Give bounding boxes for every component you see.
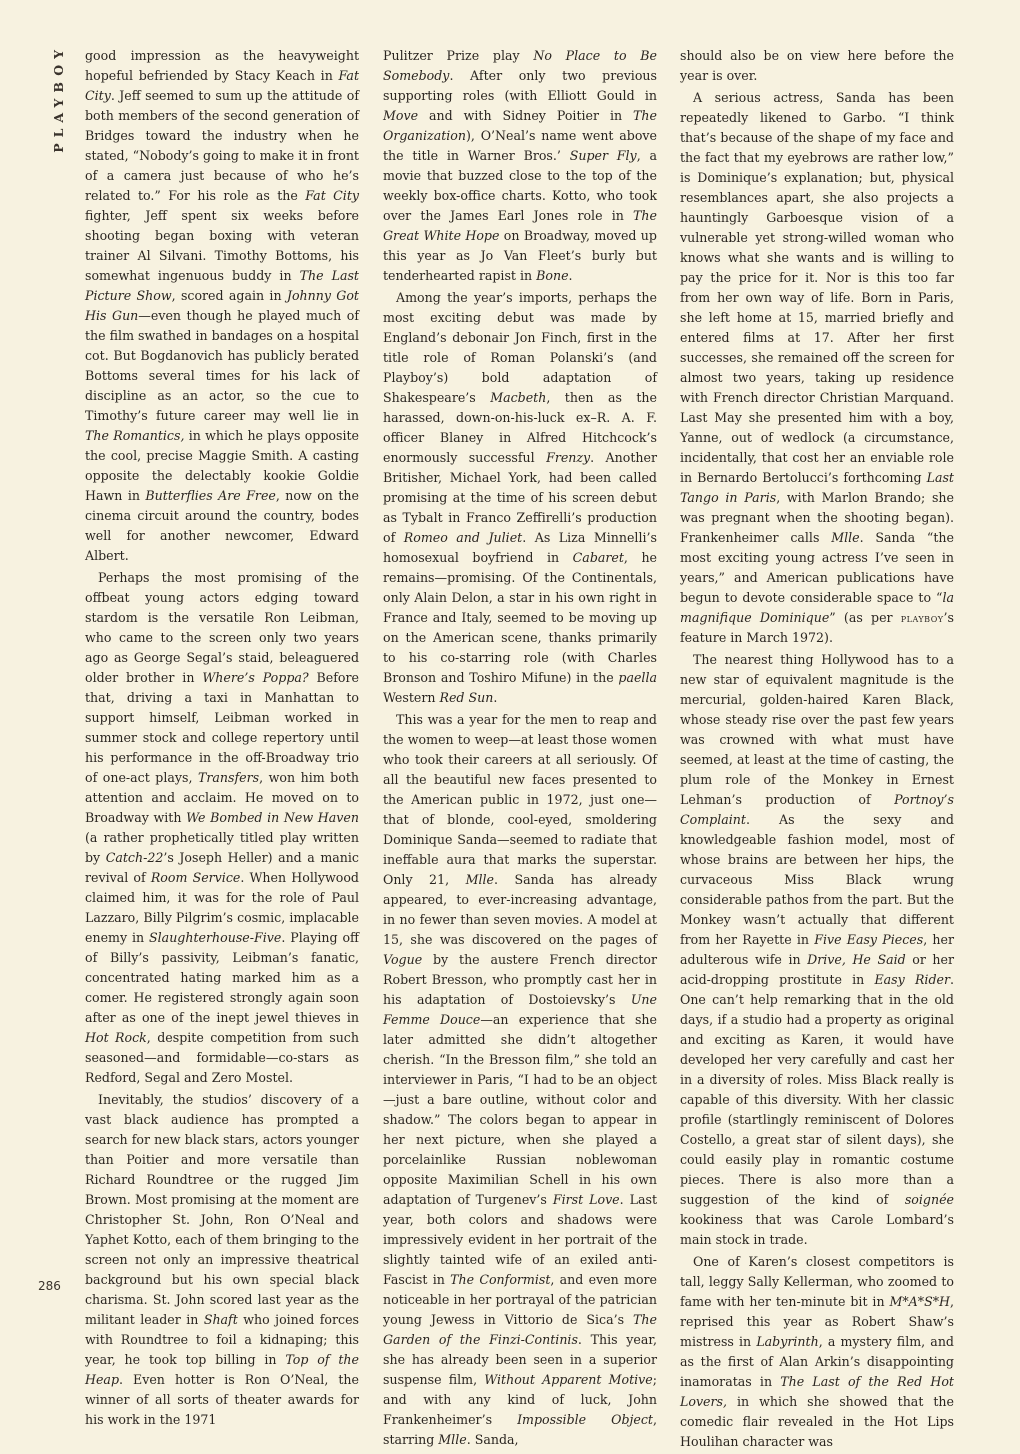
italic-title: Bone (536, 268, 569, 283)
text-run: , with Marlon Brando; she was pregnant when the shooting began). Frankenheimer calls (680, 490, 954, 545)
italic-title: Vogue (383, 952, 423, 967)
italic-title: Where’s Poppa? (202, 670, 309, 685)
italic-title: Last Tango in Paris (680, 470, 954, 505)
text-run: . Another Britisher, Michael York, had been called promising at the time of his screen debut as Tybalt in Franco Zeffirelli’s production of (383, 450, 657, 545)
italic-title: Easy Rider (874, 972, 950, 987)
italic-title: Johnny Got His Gun (85, 288, 359, 323)
text-run: , her adulterous wife in (680, 932, 954, 967)
italic-title: Super Fly (569, 148, 637, 163)
text-run: , then as the harassed, down-on-his-luck ex–R. A. F. officer Blaney in Alfred Hitchcock’s enormously successful (383, 390, 657, 465)
text-run: kookiness that was Carole Lombard’s main stock in trade. (680, 1212, 954, 1247)
italic-title: Move (383, 108, 419, 123)
text-run: , a mystery film, and as the first of Alan Arkin’s disappointing inamoratas in (680, 1334, 954, 1389)
text-run: , and even more noticeable in her portrayal of the patrician young Jewess in Vittorio de Sica’s (383, 1272, 657, 1327)
text-run: One of Karen’s closest competitors is tall, leggy Sally Kellerman, who zoomed to fame with her ten-minute bit in (680, 1254, 954, 1309)
text-run: ’s Joseph Heller) and a manic revival of (85, 850, 359, 885)
text-run: . As Liza Minnelli’s homosexual boyfriend in (383, 530, 657, 565)
italic-title: Shaft (203, 1312, 238, 1327)
paragraph (680, 1252, 954, 1452)
italic-title: Fat City (85, 68, 359, 103)
italic-title: The Great White Hope (383, 208, 657, 243)
italic-title: Cabaret (572, 550, 624, 565)
text-run: . (493, 690, 498, 705)
italic-title: Drive, He Said (807, 952, 906, 967)
italic-title: The Last of the Red Hot Lovers, (680, 1374, 954, 1409)
italic-title: Portnoy’s Complaint (680, 792, 954, 827)
text-run: Perhaps the most promising of the offbeat young actors edging toward stardom is the versatile Ron Leibman, who came to the screen only two years ago as George Segal’s staid, beleaguered older brother in (85, 570, 359, 685)
text-run: should also be on view here before the year is over. (680, 48, 954, 83)
text-column-1 (85, 46, 359, 1432)
italic-title: soignée (904, 1192, 954, 1207)
page-number: 286 (38, 1279, 61, 1293)
italic-title: Slaughterhouse-Five (149, 930, 282, 945)
paragraph (680, 88, 954, 648)
text-run: in which he plays opposite the cool, precise Maggie Smith. A casting opposite the delectably kookie Goldie Hawn in (85, 428, 359, 503)
text-run: playboy (900, 611, 944, 625)
italic-title: Hot Rock (85, 1030, 147, 1045)
text-run: and with Sidney Poitier in (418, 108, 634, 123)
italic-title: Macbeth (490, 390, 547, 405)
text-run: . Sanda “the most exciting young actress I’ve seen in years,” and American publications have begun to devote considerable space to “ (680, 530, 954, 605)
paragraph (680, 46, 954, 86)
italic-title: Top of the Heap (85, 1352, 359, 1387)
text-run: , despite competition from such seasoned—and formidable—co-stars as Redford, Segal and Zero Mostel. (85, 1030, 359, 1085)
paragraph (85, 46, 359, 566)
paragraph (680, 650, 954, 1250)
italic-title: Room Service (150, 870, 241, 885)
text-run: on Broadway, moved up this year as Jo Van Fleet’s burly but tenderhearted rapist in (383, 228, 657, 283)
text-run: —an experience that she later admitted she didn’t altogether cherish. “In the Bresson film,” she told an interviewer in Paris, “I had to be an object—just a bare outline, without color and shadow.” The colors began to appear in her next picture, when she played a porcelainlike Russian noblewoman opposite Maximilian Schell in his own adaptation of Turgenev’s (383, 1012, 657, 1207)
text-run: The nearest thing Hollywood has to a new star of equivalent magnitude is the mercurial, golden-haired Karen Black, whose steady rise over the past few years was crowned with what must have seemed, at least at the time of casting, the plum role of the Monkey in Ernest Lehman’s production of (680, 652, 954, 807)
italic-title: We Bombed in New Haven (186, 810, 359, 825)
text-run: good impression as the heavyweight hopeful befriended by Stacy Keach in (85, 48, 359, 83)
italic-title: Five Easy Pieces (814, 932, 924, 947)
italic-title: paella (618, 670, 657, 685)
italic-title: The Last Picture Show (85, 268, 359, 303)
text-run: . This year, she has already been seen in a superior suspense film, (383, 1332, 657, 1387)
text-run: . As the sexy and knowledgeable fashion model, most of whose brains are between her hips, the curvaceous Miss Black wrung considerable pathos from the part. But the Monkey wasn’t actually that different from her Rayette in (680, 812, 954, 947)
italic-title: Une Femme Douce (383, 992, 657, 1027)
paragraph (383, 710, 657, 1450)
paragraph (383, 288, 657, 708)
text-run: , reprised this year as Robert Shaw’s mistress in (680, 1294, 954, 1349)
italic-title: Mlle (831, 530, 860, 545)
text-run: by the austere French director Robert Bresson, who promptly cast her in his adaptation of Dostoievsky’s (383, 952, 657, 1007)
text-run: who joined forces with Roundtree to foil a kidnaping; this year, he took top billing in (85, 1312, 359, 1367)
text-run: A serious actress, Sanda has been repeatedly likened to Garbo. “I think that’s because of the shape of my face and the fact that my eyebrows are rather low,” is Dominique’s explanation; but, physical resemblances apart, she also projects a hauntingly Garboesque vision of a vulnerable yet strong-willed woman who knows what she wants and is willing to pay the price for it. Nor is this too far from her own way of life. Born in Paris, she left home at 15, married briefly and entered films at 17. After her first successes, she remained off the screen for almost two years, taking up residence with French director Christian Marquand. Last May she presented him with a boy, Yanne, out of wedlock (a circumstance, incidentally, that cost her an enviable role in Bernardo Bertolucci’s forthcoming (680, 90, 954, 485)
italic-title: The Garden of the Finzi-Continis (383, 1312, 657, 1347)
text-run: . Even hotter is Ron O’Neal, the winner of all sorts of theater awards for his work in the 1971 (85, 1372, 359, 1427)
italic-title: Mlle (465, 872, 494, 887)
text-column-2 (383, 46, 657, 1452)
italic-title: Without Apparent Motive (484, 1372, 653, 1387)
text-run: . Playing off of Billy’s passivity, Leibman’s fanatic, concentrated hating marked him as a comer. He registered strongly again soon after as one of the inept jewel thieves in (85, 930, 359, 1025)
text-run: , scored again in (171, 288, 287, 303)
text-run: . Sanda has already appeared, to ever-increasing advantage, in no fewer than seven movies. A model at 15, she was discovered on the pages of (383, 872, 657, 947)
text-run: , starring (383, 1412, 657, 1447)
text-run: , a movie that buzzed close to the top of the weekly box-office charts. Kotto, who took over the James Earl Jones role in (383, 148, 658, 223)
italic-title: First Love (552, 1192, 620, 1207)
magazine-name: PLAYBOY (51, 44, 66, 153)
italic-title: Fat City (305, 188, 360, 203)
italic-title: Catch-22 (105, 850, 164, 865)
text-run: Pulitzer Prize play (383, 48, 534, 63)
text-run: . (568, 268, 573, 283)
text-run: Before that, driving a taxi in Manhattan to support himself, Leibman worked in summer stock and college repertory until his performance in the off-Broadway trio of one-act plays, (85, 670, 359, 785)
text-run: Western (383, 690, 440, 705)
italic-title: Impossible Object (517, 1412, 653, 1427)
text-run: fighter, Jeff spent six weeks before shooting began boxing with veteran trainer Al Silvani. Timothy Bottoms, his somewhat ingenuous buddy in (85, 208, 359, 283)
text-run: ’s feature in March 1972). (680, 610, 955, 645)
paragraph (85, 568, 359, 1088)
italic-title: Romeo and Juliet (403, 530, 523, 545)
text-run: , he remains—promising. Of the Continentals, only Alain Delon, a star in his own right in France and Italy, seemed to be moving up on the American scene, thanks primarily to his co-starring role (with Charles Bronson and Toshiro Mifune) in the (383, 550, 658, 685)
text-run: Among the year’s imports, perhaps the most exciting debut was made by England’s debonair Jon Finch, first in the title role of Roman Polanski’s (and Playboy’s) bold adaptation of Shakespeare’s (383, 290, 657, 405)
text-run: . Sanda, (466, 1432, 519, 1447)
text-run: . Last year, both colors and shadows were impressively evident in her portrait of the slightly tainted wife of an exiled anti-Fascist in (383, 1192, 658, 1287)
text-column-3 (680, 46, 954, 1454)
text-run: Inevitably, the studios’ discovery of a vast black audience has prompted a search for new black stars, actors younger than Poitier and more versatile than Richard Roundtree or the rugged Jim Brown. Most promising at the moment are Christopher St. John, Ron O’Neal and Yaphet Kotto, each of them bringing to the screen not only an impressive theatrical background but his own special black charisma. St. John scored last year as the militant leader in (85, 1092, 359, 1327)
text-run: ” (as per (829, 610, 901, 625)
text-run: . After only two previous supporting roles (with Elliott Gould in (383, 68, 657, 103)
italic-title: Butterflies Are Free (145, 488, 276, 503)
italic-title: M*A*S*H (889, 1294, 950, 1309)
italic-title: Red Sun (439, 690, 494, 705)
italic-title: The Organization (383, 108, 657, 143)
italic-title: Transfers (197, 770, 260, 785)
paragraph (383, 46, 657, 286)
italic-title: The Conformist (450, 1272, 551, 1287)
text-run: ; and with any kind of luck, John Frankenheimer’s (383, 1372, 657, 1427)
text-run: This was a year for the men to reap and the women to weep—at least those women who took their careers at all seriously. Of all the beautiful new faces presented to the American public in 1972, just one—that of blonde, cool-eyed, smoldering Dominique Sanda—seemed to radiate that ineffable aura that marks the superstar. Only 21, (383, 712, 657, 887)
text-run: —even though he played much of the film swathed in bandages on a hospital cot. But Bogdanovich has publicly berated Bottoms several times for his lack of discipline as an actor, so the cue to Timothy’s future career may well lie in (85, 308, 359, 423)
paragraph (85, 1090, 359, 1430)
text-run: (a rather prophetically titled play written by (85, 830, 359, 865)
text-run: ), O’Neal’s name went above the title in Warner Bros.’ (383, 128, 657, 163)
text-run: or her acid-dropping prostitute in (680, 952, 954, 987)
text-run: in which she showed that the comedic flair revealed in the Hot Lips Houlihan character was (680, 1394, 954, 1449)
italic-title: Frenzy (546, 450, 591, 465)
text-run: . When Hollywood claimed him, it was for the role of Paul Lazzaro, Billy Pilgrim’s cosmic, implacable enemy in (85, 870, 359, 945)
text-run: , won him both attention and acclaim. He moved on to Broadway with (85, 770, 359, 825)
italic-title: No Place to Be Somebody (383, 48, 657, 83)
text-run: , now on the cinema circuit around the country, bodes well for another newcomer, Edward Albert. (85, 488, 359, 563)
italic-title: The Romantics, (85, 428, 185, 443)
italic-title: Labyrinth (756, 1334, 819, 1349)
text-run: . One can’t help remarking that in the old days, if a studio had a property as original and exciting as Karen, it would have developed her very carefully and cast her in a diversity of roles. Miss Black really is capable of this diversity. With her classic profile (startlingly reminiscent of Dolores Costello, a great star of silent days), she could easily play in romantic costume pieces. There is also more than a suggestion of the kind of (680, 972, 955, 1207)
text-run: . Jeff seemed to sum up the attitude of both members of the second generation of Bridges toward the industry when he stated, “Nobody’s going to make it in front of a camera just because of who he’s related to.” For his role as the (85, 88, 359, 203)
italic-title: Mlle (438, 1432, 467, 1447)
italic-title: la magnifique Dominique (680, 590, 954, 625)
